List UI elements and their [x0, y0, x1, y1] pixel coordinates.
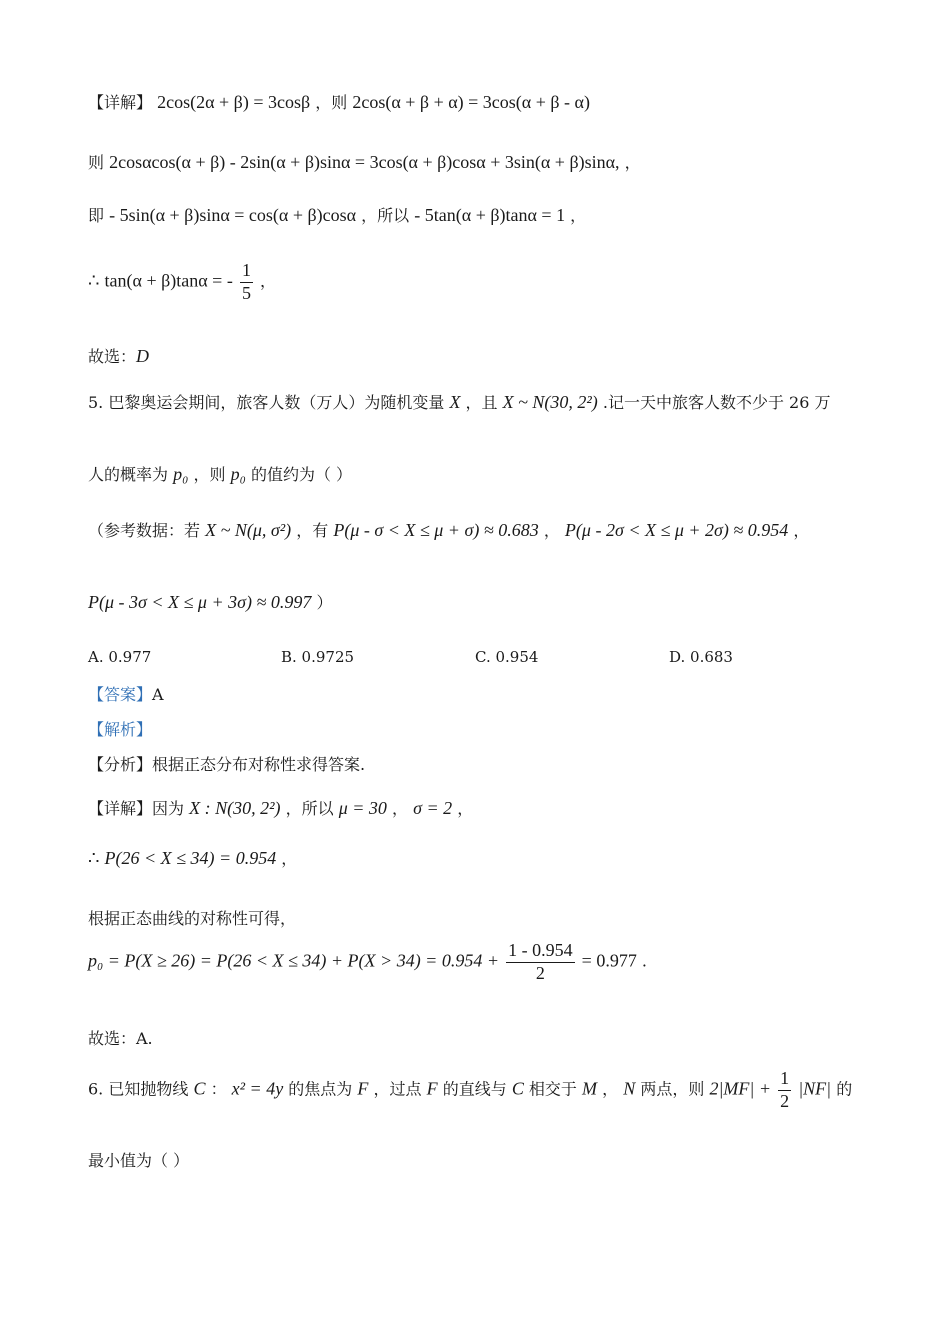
math-var: C [511, 1078, 524, 1099]
math-var: X [449, 392, 461, 412]
text: （参考数据：若 [88, 521, 201, 540]
text: 则 [88, 153, 105, 172]
detail-line-1 [88, 90, 590, 113]
text: ） [316, 593, 333, 612]
detail-line-2 [88, 150, 641, 173]
math-equation: 2cosαcos(α + β) - 2sin(α + β)sinα = 3cos(α + β)cosα + 3sin(α + β)sinα, [109, 152, 620, 172]
text: ， [602, 1079, 619, 1099]
detail-tag: 【详解】 [88, 93, 153, 112]
text: 人的概率为 [88, 465, 169, 484]
fraction [506, 940, 575, 984]
q5-choose-line [88, 1026, 153, 1049]
math-equation: - 5sin(α + β)sinα = cos(α + β)cosα [109, 205, 357, 225]
math-equation: - 5tan(α + β)tanα = 1 [414, 205, 566, 225]
option-b: B. 0.9725 [281, 648, 355, 666]
text: 因为 [152, 799, 185, 818]
text: 相交于 [528, 1079, 577, 1099]
detail-line-3 [88, 203, 586, 226]
text: 故选：A. [88, 1029, 153, 1048]
fenxi-line [88, 752, 365, 775]
denominator: 2 [535, 962, 545, 983]
q5-reference-line-1 [88, 518, 809, 541]
q5-final-line [88, 940, 647, 984]
math-equation: X : N(30, 2²) [189, 798, 281, 818]
math-equation: tan(α + β)tanα = - [104, 270, 233, 291]
math-equation: P(26 < X ≤ 34) = 0.954 [104, 848, 277, 868]
fenxi-tag: 【分析】 [88, 755, 153, 774]
math-equation: 2|MF| + [709, 1078, 771, 1099]
math-equation: P(μ - 3σ < X ≤ μ + 3σ) ≈ 0.997 [88, 592, 312, 612]
q5-stem: 5. 巴黎奥运会期间，旅客人数（万人）为随机变量 [88, 393, 445, 412]
text: ， [281, 849, 298, 868]
choose-line [88, 344, 149, 367]
therefore-symbol: ∴ [88, 270, 100, 291]
math-equation: 2cos(2α + β) = 3cosβ [157, 92, 311, 112]
text: 最小值为（ ） [88, 1151, 190, 1170]
text: 即 [88, 206, 105, 225]
text: .记一天中旅客人数不少于 26 万 [602, 393, 831, 412]
text: ， [457, 799, 474, 818]
text: ， [260, 271, 277, 291]
math-equation: P(μ - σ < X ≤ μ + σ) ≈ 0.683 [333, 520, 539, 540]
text: ，所以 [285, 799, 334, 818]
therefore-symbol: ∴ [88, 848, 100, 868]
text: ，所以 [361, 206, 410, 225]
text: . [641, 951, 648, 971]
text: ， [793, 521, 810, 540]
math-var: F [357, 1078, 369, 1099]
text: ，且 [465, 393, 498, 412]
q5-stem-line-1 [88, 390, 831, 413]
answer-value: A [152, 685, 164, 704]
text: 两点，则 [640, 1079, 705, 1099]
text: 根据正态曲线的对称性可得， [88, 909, 297, 928]
math-equation: P(μ - 2σ < X ≤ μ + 2σ) ≈ 0.954 [564, 520, 789, 540]
math-var: F [426, 1078, 438, 1099]
text: ，有 [296, 521, 329, 540]
fenxi-text: 根据正态分布对称性求得答案. [152, 755, 366, 774]
q5-reference-line-2 [88, 590, 332, 613]
math-equation: |NF| [798, 1078, 832, 1099]
text: 的焦点为 [288, 1079, 353, 1099]
text: 的直线与 [442, 1079, 507, 1099]
text: ： [210, 1079, 227, 1099]
option-c: C. 0.954 [475, 648, 539, 666]
denominator: 5 [241, 282, 251, 303]
fraction [240, 260, 253, 304]
math-equation: = 0.977 [581, 950, 637, 971]
numerator: 1 - 0.954 [506, 940, 575, 963]
text: ，则 [315, 93, 348, 112]
math-equation: x² = 4y [231, 1078, 284, 1099]
detail-tag: 【详解】 [88, 799, 153, 818]
text: 的值约为（ ） [250, 465, 353, 484]
text: 故选： [88, 347, 137, 366]
option-a: A. 0.977 [88, 648, 152, 666]
fraction [778, 1068, 791, 1112]
math-var: M [582, 1078, 598, 1099]
text: ，过点 [373, 1079, 422, 1099]
math-equation: p₀ = P(X ≥ 26) = P(26 < X ≤ 34) + P(X > 34) = 0.954 + [88, 950, 499, 971]
math-equation: X ~ N(30, 2²) [502, 392, 598, 412]
option-d: D. 0.683 [669, 648, 733, 666]
answer-letter: D [136, 346, 150, 366]
text: ，则 [193, 465, 226, 484]
math-var: p₀ [173, 464, 189, 484]
numerator: 1 [778, 1068, 791, 1091]
text: 的 [836, 1079, 853, 1099]
q5-stem-line-2 [88, 462, 352, 485]
math-equation: 2cos(α + β + α) = 3cos(α + β - α) [352, 92, 590, 112]
q5-detail-line [88, 796, 473, 819]
math-var: N [623, 1078, 636, 1099]
q6-stem-line-1 [88, 1068, 852, 1112]
math-equation: X ~ N(μ, σ²) [205, 520, 292, 540]
q5-prob-line [88, 846, 297, 869]
answer-line [88, 682, 164, 705]
analysis-tag: 【解析】 [88, 720, 153, 739]
denominator: 2 [780, 1090, 790, 1111]
q6-stem: 6. 已知抛物线 [88, 1079, 189, 1099]
math-equation: σ = 2 [413, 798, 453, 818]
text: ， [543, 521, 560, 540]
q6-stem-line-2 [88, 1148, 189, 1171]
numerator: 1 [240, 260, 253, 283]
math-var: p₀ [230, 464, 246, 484]
answer-tag: 【答案】 [88, 685, 153, 704]
text: ， [624, 153, 641, 172]
analysis-line [88, 717, 152, 740]
q5-symmetry-line [88, 906, 296, 929]
math-equation: μ = 30 [338, 798, 387, 818]
text: ， [570, 206, 587, 225]
text: ， [392, 799, 409, 818]
detail-line-4 [88, 260, 276, 304]
math-var: C [193, 1078, 206, 1099]
